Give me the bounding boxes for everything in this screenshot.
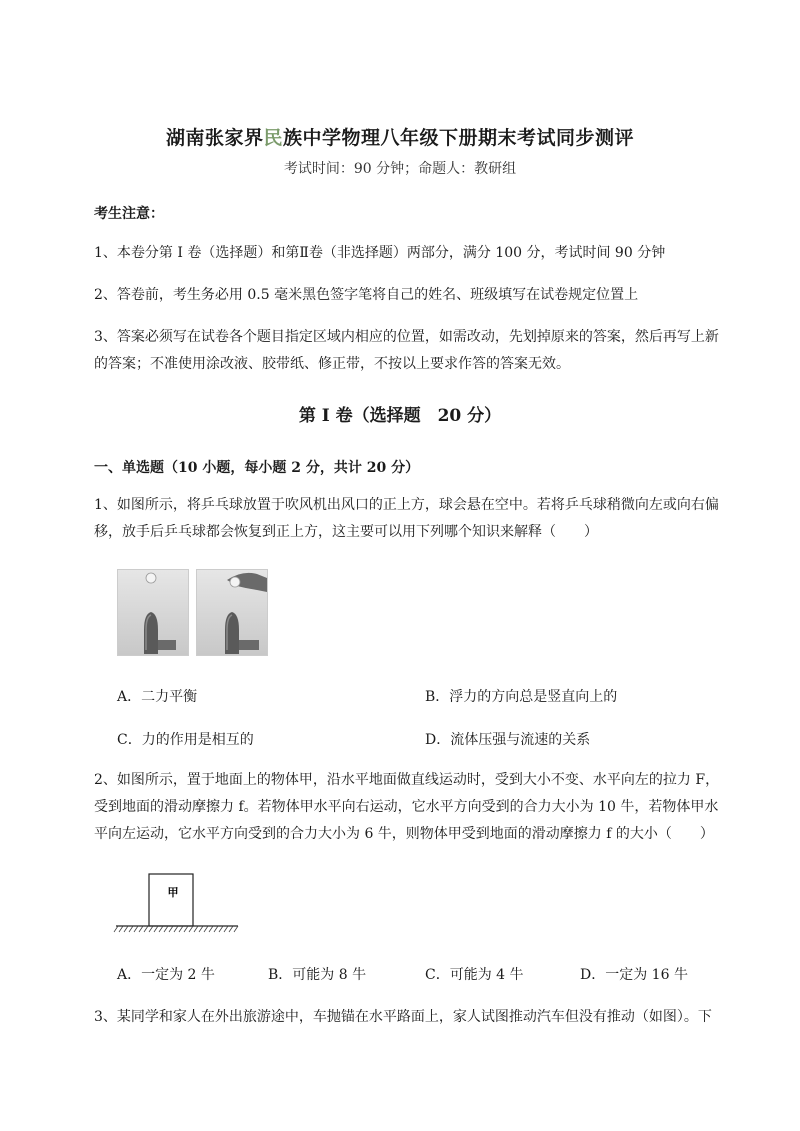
q2-block-label: 甲 <box>167 886 179 899</box>
q1-text-line1: 1、如图所示，将乒乓球放置于吹风机出风口的正上方，球会悬在空中。若将乒乓球稍微向左或向右偏 <box>94 497 719 513</box>
q2-option-c: C．可能为 4 牛 <box>425 967 524 983</box>
q1-photo-left <box>117 569 189 656</box>
notice-item-1: 1、本卷分第 I 卷（选择题）和第Ⅱ卷（非选择题）两部分，满分 100 分，考试时间 90 分钟 <box>94 245 666 261</box>
q2-option-b: B．可能为 8 牛 <box>268 967 367 983</box>
q2-option-d: D．一定为 16 牛 <box>580 967 688 983</box>
part-heading: 一、单选题（10 小题，每小题 2 分，共计 20 分） <box>94 460 420 476</box>
q2-diagram <box>112 870 242 942</box>
q2-text-line1: 2、如图所示，置于地面上的物体甲，沿水平地面做直线运动时，受到大小不变、水平向左的拉力 F， <box>94 772 720 788</box>
q1-option-d: D．流体压强与流速的关系 <box>425 732 591 748</box>
q3-text-line1: 3、某同学和家人在外出旅游途中，车抛锚在水平路面上，家人试图推动汽车但没有推动（如图）。下 <box>94 1009 712 1025</box>
q1-text-line2: 移，放手后乒乓球都会恢复到正上方，这主要可以用下列哪个知识来解释（ ） <box>94 524 598 540</box>
notice-heading: 考生注意： <box>94 206 164 222</box>
exam-title: 湖南张家界民族中学物理八年级下册期末考试同步测评 <box>165 127 635 149</box>
notice-item-2: 2、答卷前，考生务必用 0.5 毫米黑色签字笔将自己的姓名、班级填写在试卷规定位置上 <box>94 287 639 303</box>
q1-photo-right <box>196 569 268 656</box>
notice-item-3-cont: 的答案；不准使用涂改液、胶带纸、修正带，不按以上要求作答的答案无效。 <box>94 356 570 372</box>
q1-option-c: C．力的作用是相互的 <box>117 732 254 748</box>
q2-text-line2: 受到地面的滑动摩擦力 f。若物体甲水平向右运动，它水平方向受到的合力大小为 10 牛，若物体甲水 <box>94 799 719 815</box>
q1-option-a: A．二力平衡 <box>117 689 198 705</box>
q1-option-b: B．浮力的方向总是竖直向上的 <box>425 689 618 705</box>
q2-text-line3: 平向左运动，它水平方向受到的合力大小为 6 牛，则物体甲受到地面的滑动摩擦力 f 的大小（ ） <box>94 826 714 842</box>
notice-item-3: 3、答案必须写在试卷各个题目指定区域内相应的位置，如需改动，先划掉原来的答案，然后再写上新 <box>94 329 719 345</box>
exam-subtitle: 考试时间：90 分钟；命题人：教研组 <box>283 161 517 177</box>
q2-option-a: A．一定为 2 牛 <box>117 967 215 983</box>
section-title: 第 I 卷（选择题 20 分） <box>298 406 502 426</box>
